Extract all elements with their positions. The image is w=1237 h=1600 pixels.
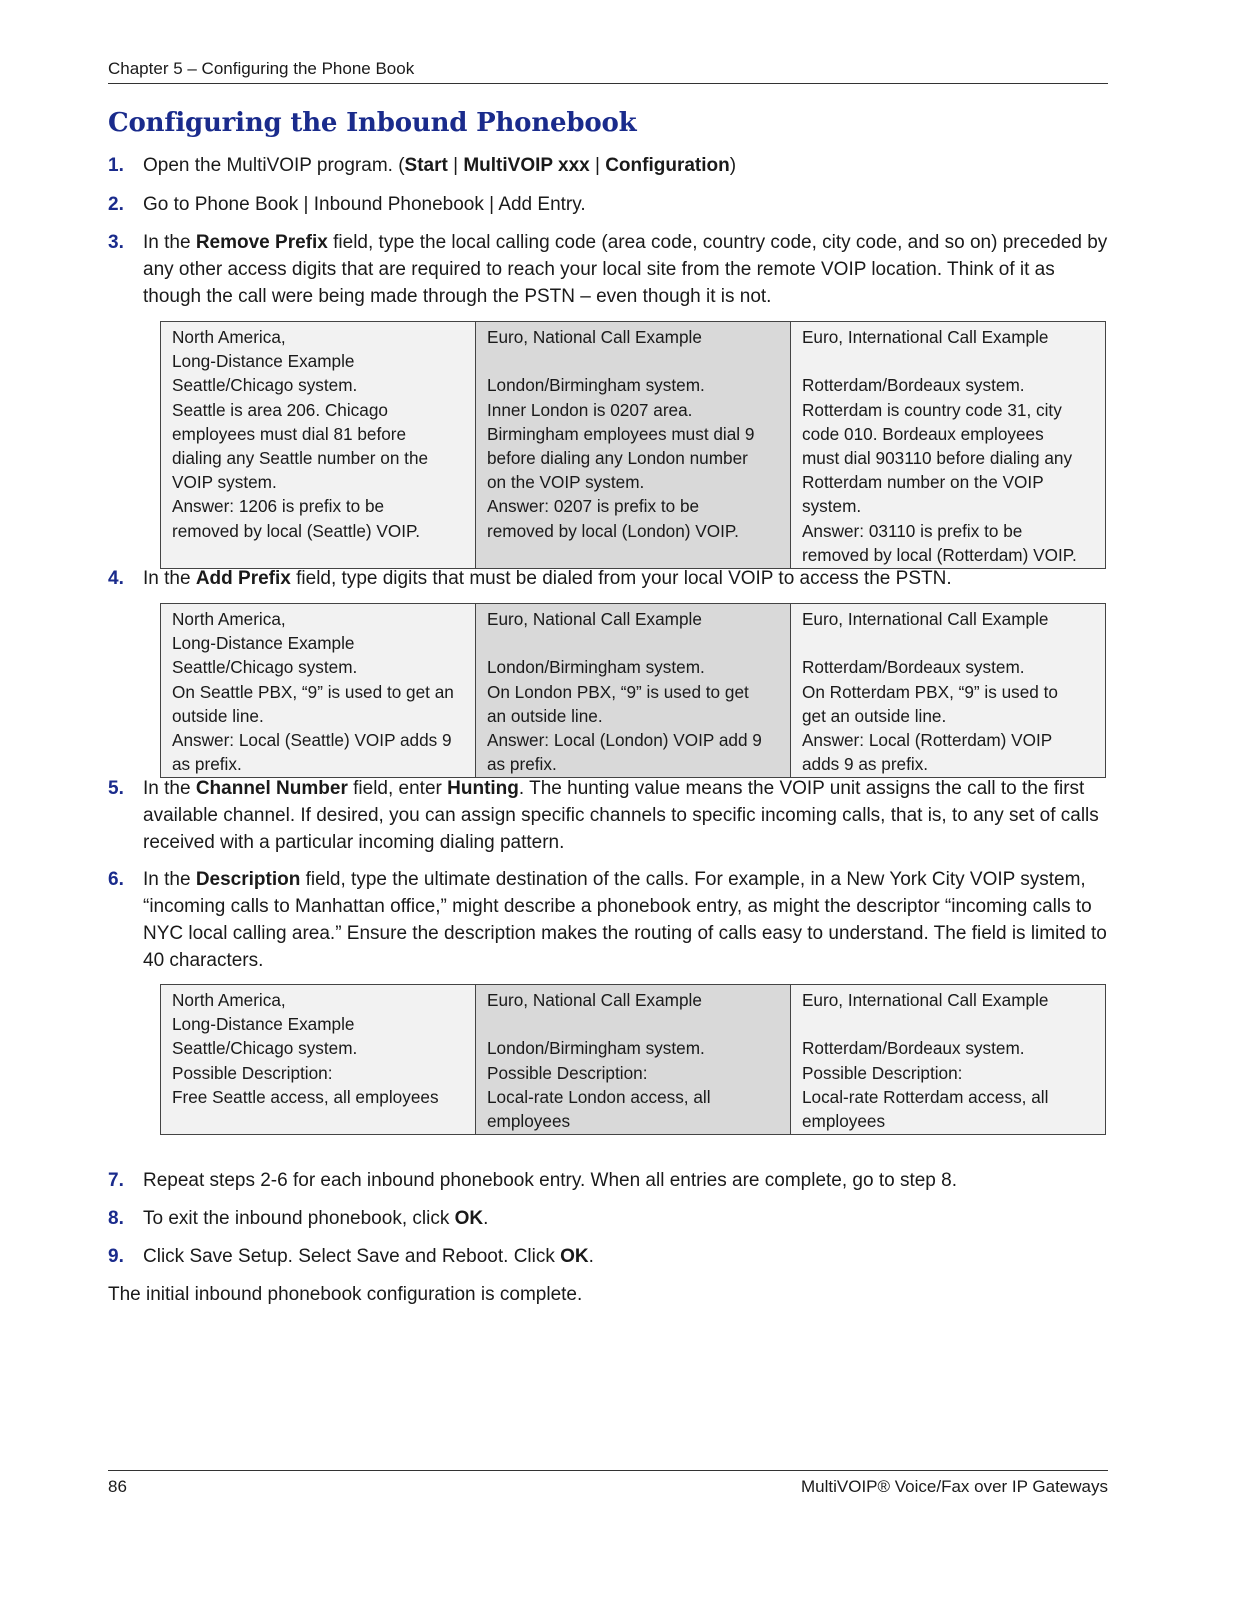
cell-line: Long-Distance Example (172, 351, 355, 372)
cell-line: Euro, International Call Example (801, 327, 1049, 347)
cell-line: On Seattle PBX, “9” is used to get an (172, 681, 454, 702)
step-3 (108, 229, 1108, 310)
page-header (108, 58, 1108, 84)
step-9 (108, 1243, 1108, 1270)
euro-national-cell (475, 604, 790, 778)
step-text: Repeat steps 2-6 for each inbound phonebook entry. When all entries are complete, go to step 8. (143, 1170, 957, 1191)
text-run: In the (143, 869, 196, 890)
bold-term: Add Prefix (195, 568, 291, 589)
cell-line: Local-rate London access, all (486, 1086, 711, 1107)
cell-line: code 010. Bordeaux employees (801, 423, 1044, 444)
cell-line: on the VOIP system. (486, 472, 645, 493)
table-row (161, 322, 1106, 569)
cell-line: Answer: Local (Seattle) VOIP adds 9 (172, 730, 452, 751)
cell-line: dialing any Seattle number on the (172, 448, 429, 469)
text-run: In the (143, 232, 196, 253)
bold-term: Channel Number (195, 778, 348, 799)
cell-line: Euro, National Call Example (486, 609, 702, 629)
step-number: 4. (108, 568, 124, 589)
step-number: 5. (108, 778, 124, 799)
text-run: In the (143, 568, 196, 589)
text-run: . The hunting value means the VOIP unit assigns the call to the first available channel. If desired, you can assign specific channels to specific incoming calls, that is, to any set of calls received with a particular incoming dialing pattern. (143, 778, 1099, 853)
cell-line: Possible Description: (172, 1062, 333, 1083)
cell-line: must dial 903110 before dialing any (801, 448, 1073, 469)
cell-line: an outside line. (486, 705, 603, 726)
page-footer (108, 1470, 1108, 1498)
page-number: 86 (108, 1477, 127, 1496)
cell-line: Rotterdam/Bordeaux system. (801, 1038, 1025, 1059)
step-text (143, 1205, 1108, 1232)
cell-line: Free Seattle access, all employees (172, 1086, 439, 1107)
step-number: 9. (108, 1246, 124, 1267)
cell-line: as prefix. (172, 754, 242, 775)
description-examples-table (160, 984, 1106, 1135)
text-run: Open the MultiVOIP program. ( (143, 155, 405, 176)
cell-line: North America, (172, 990, 286, 1010)
step-7 (108, 1167, 1108, 1194)
cell-line: London/Birmingham system. (486, 375, 705, 396)
step-number: 3. (108, 232, 124, 253)
cell-line: London/Birmingham system. (486, 1038, 705, 1059)
cell-line: Answer: Local (London) VOIP add 9 (486, 730, 762, 751)
euro-international-cell (790, 322, 1105, 569)
step-number: 6. (108, 869, 124, 890)
cell-line: Local-rate Rotterdam access, all (801, 1086, 1049, 1107)
cell-line: On Rotterdam PBX, “9” is used to (801, 681, 1058, 702)
cell-line (487, 1012, 780, 1036)
cell-line: Answer: Local (Rotterdam) VOIP (801, 730, 1053, 751)
table-row (161, 604, 1106, 778)
bold-term: Remove Prefix (195, 232, 328, 253)
bold-term: MultiVOIP xxx (463, 155, 590, 176)
text-run: To exit the inbound phonebook, click (143, 1208, 455, 1229)
text-run: Click Save Setup. Select Save and Reboot. Click (143, 1246, 561, 1267)
text-run: . (588, 1246, 594, 1267)
text-run: | (589, 155, 606, 176)
cell-line: VOIP system. (172, 472, 277, 493)
step-4 (108, 565, 1108, 592)
cell-line: Answer: 0207 is prefix to be (486, 496, 700, 517)
table-row (161, 985, 1106, 1135)
cell-line: before dialing any London number (486, 448, 748, 469)
cell-line (802, 1012, 1095, 1036)
cell-line: Rotterdam number on the VOIP (801, 472, 1044, 493)
cell-line (802, 631, 1095, 655)
cell-line: Inner London is 0207 area. (486, 399, 693, 420)
closing-paragraph: The initial inbound phonebook configuration is complete. (108, 1284, 583, 1305)
euro-national-cell (475, 985, 790, 1135)
cell-line: Answer: 1206 is prefix to be (172, 496, 385, 517)
north-america-cell (161, 985, 476, 1135)
bold-term: Description (195, 869, 301, 890)
bold-term: Hunting (447, 778, 519, 799)
cell-line: Answer: 03110 is prefix to be (801, 520, 1023, 541)
cell-line: outside line. (172, 705, 264, 726)
step-2 (108, 191, 1108, 218)
cell-line: Euro, International Call Example (801, 990, 1049, 1010)
text-run: field, type the ultimate destination of the calls. For example, in a New York City VOIP system, “incoming calls to Manhattan office,” might describe a phonebook entry, as might the descriptor “incoming calls to NYC local calling area.” Ensure the description makes the routing of calls easy to understand. The field is limited to 40 characters. (143, 869, 1107, 971)
text-run: . (483, 1208, 489, 1229)
step-number: 2. (108, 194, 124, 215)
cell-line: Long-Distance Example (172, 633, 355, 654)
euro-international-cell (790, 604, 1105, 778)
chapter-title: Chapter 5 – Configuring the Phone Book (108, 59, 415, 78)
cell-line: North America, (172, 609, 286, 629)
cell-line: London/Birmingham system. (486, 657, 705, 678)
bold-term: OK (454, 1208, 484, 1229)
cell-line (802, 349, 1095, 373)
step-number: 1. (108, 155, 124, 176)
cell-line: North America, (172, 327, 286, 347)
cell-line: removed by local (Rotterdam) VOIP. (801, 544, 1077, 565)
cell-line: Rotterdam/Bordeaux system. (801, 375, 1025, 396)
cell-line: Seattle/Chicago system. (172, 657, 358, 678)
step-6 (108, 866, 1108, 974)
cell-line: Euro, National Call Example (486, 327, 702, 347)
cell-line: get an outside line. (801, 705, 947, 726)
cell-line: employees (486, 1111, 571, 1132)
bold-term: OK (560, 1246, 589, 1267)
step-text (143, 152, 1108, 179)
step-8 (108, 1205, 1108, 1232)
cell-line: Seattle is area 206. Chicago (172, 399, 388, 420)
cell-line: Euro, International Call Example (801, 609, 1049, 629)
cell-line (487, 349, 780, 373)
cell-line: Seattle/Chicago system. (172, 375, 358, 396)
step-text (143, 1243, 1108, 1270)
step-number: 7. (108, 1170, 124, 1191)
add-prefix-examples-table (160, 603, 1106, 778)
text-run: In the (143, 778, 196, 799)
euro-international-cell (790, 985, 1105, 1135)
step-text (143, 775, 1108, 856)
cell-line: Rotterdam/Bordeaux system. (801, 657, 1025, 678)
north-america-cell (161, 604, 476, 778)
step-5 (108, 775, 1108, 856)
cell-line: Possible Description: (486, 1062, 648, 1083)
cell-line: employees must dial 81 before (172, 423, 407, 444)
step-number: 8. (108, 1208, 124, 1229)
euro-national-cell (475, 322, 790, 569)
bold-term: Start (404, 155, 448, 176)
cell-line: On London PBX, “9” is used to get (486, 681, 749, 702)
cell-line: Seattle/Chicago system. (172, 1038, 358, 1059)
cell-line: removed by local (Seattle) VOIP. (172, 520, 421, 541)
cell-line: removed by local (London) VOIP. (486, 520, 739, 541)
cell-line (487, 631, 780, 655)
text-run: field, enter (347, 778, 448, 799)
cell-line: adds 9 as prefix. (801, 754, 929, 775)
text-run: ) (729, 155, 737, 176)
bold-term: Configuration (605, 155, 730, 176)
cell-line: Possible Description: (801, 1062, 963, 1083)
remove-prefix-examples-table (160, 321, 1106, 569)
cell-line: as prefix. (486, 754, 557, 775)
cell-line: Euro, National Call Example (486, 990, 702, 1010)
step-text (143, 866, 1108, 974)
text-run: | (447, 155, 464, 176)
cell-line: Birmingham employees must dial 9 (486, 423, 755, 444)
section-title: Configuring the Inbound Phonebook (108, 108, 637, 138)
text-run: field, type digits that must be dialed from your local VOIP to access the PSTN. (290, 568, 952, 589)
cell-line: Long-Distance Example (172, 1014, 355, 1035)
cell-line: employees (801, 1111, 886, 1132)
step-text (143, 565, 1108, 592)
text-run: field, type the local calling code (area code, country code, city code, and so on) preceded by any other access digits that are required to reach your local site from the remote VOIP location. Think of it as though the call were being made through the PSTN – even though it is not. (143, 232, 1108, 307)
step-1 (108, 152, 1108, 179)
product-name: MultiVOIP® Voice/Fax over IP Gateways (801, 1477, 1108, 1496)
cell-line: system. (801, 496, 862, 517)
cell-line: Rotterdam is country code 31, city (801, 399, 1062, 420)
north-america-cell (161, 322, 476, 569)
step-text: Go to Phone Book | Inbound Phonebook | Add Entry. (143, 194, 586, 215)
step-text (143, 229, 1108, 310)
